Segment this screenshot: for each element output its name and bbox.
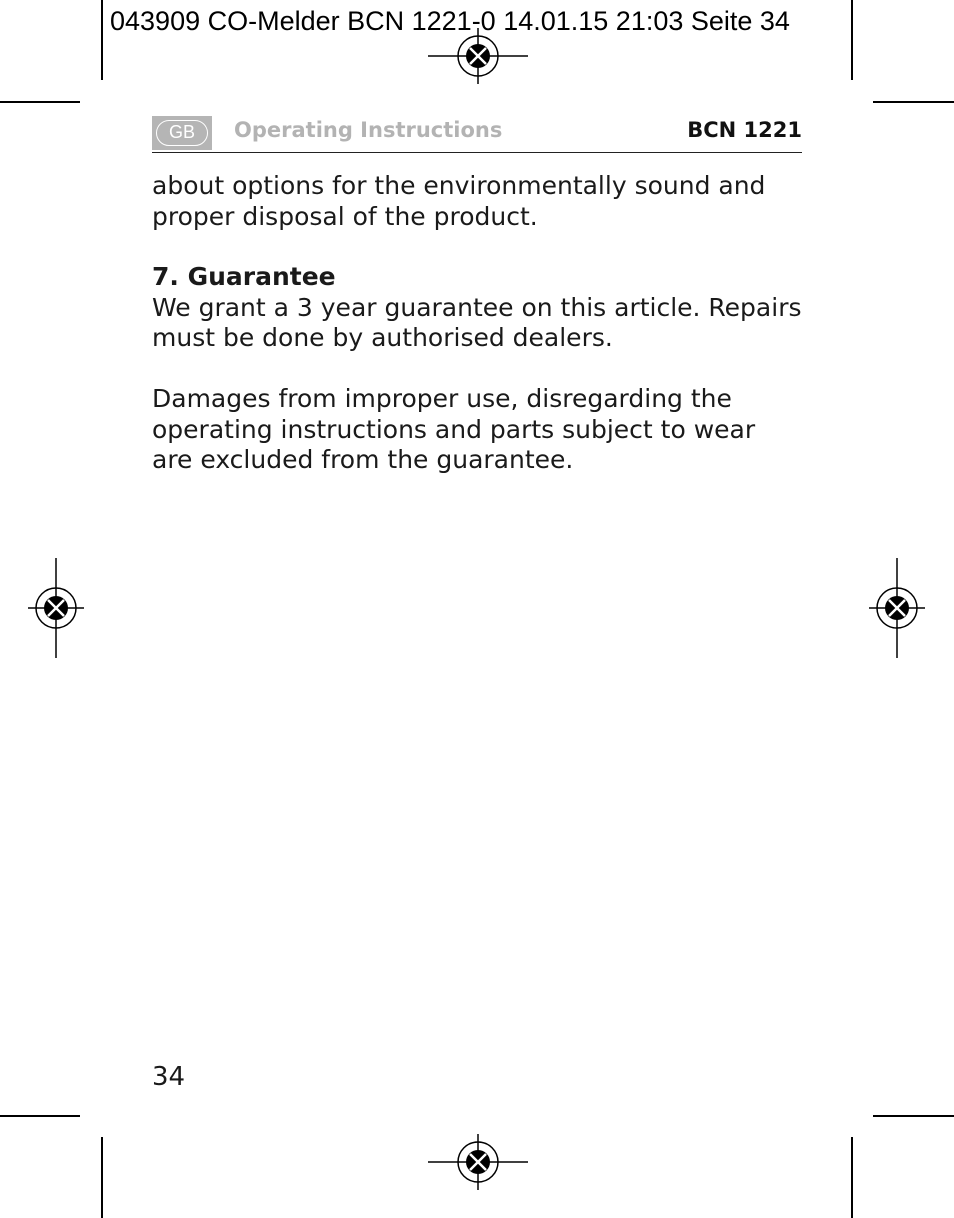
registration-mark-top-icon — [428, 6, 528, 106]
language-badge — [152, 116, 212, 150]
print-slug: 043909 CO-Melder BCN 1221-0 14.01.15 21:03 Seite 34 — [110, 6, 790, 36]
language-badge-label: GB — [156, 120, 208, 146]
crop-mark-top-left-vertical — [101, 0, 103, 80]
exclusions-paragraph — [152, 384, 802, 476]
registration-mark-right-icon — [847, 558, 947, 658]
guarantee-text: We grant a 3 year guarantee on this article. Repairs must be done by authorised dealers. — [152, 292, 802, 352]
crop-mark-top-left-horizontal — [0, 101, 80, 103]
crop-mark-bottom-right-horizontal — [873, 1115, 954, 1117]
crop-mark-top-right-vertical — [851, 0, 853, 80]
crop-mark-bottom-right-vertical — [851, 1137, 853, 1218]
crop-mark-bottom-left-horizontal — [0, 1115, 80, 1117]
intro-paragraph — [152, 171, 802, 232]
crop-mark-bottom-left-vertical — [101, 1137, 103, 1218]
crop-mark-top-right-horizontal — [873, 101, 954, 103]
model-number: BCN 1221 — [687, 118, 802, 142]
guarantee-heading: 7. Guarantee — [152, 262, 336, 291]
guarantee-section — [152, 262, 802, 354]
page-number: 34 — [152, 1062, 186, 1092]
exclusions-text: Damages from improper use, disregarding the operating instructions and parts subject to wear are excluded from the guarantee. — [152, 384, 756, 474]
registration-mark-left-icon — [6, 558, 106, 658]
running-header — [152, 116, 802, 153]
intro-text: about options for the environmentally sound and proper disposal of the product. — [152, 171, 766, 231]
registration-mark-bottom-icon — [428, 1112, 528, 1212]
section-title: Operating Instructions — [234, 118, 503, 142]
